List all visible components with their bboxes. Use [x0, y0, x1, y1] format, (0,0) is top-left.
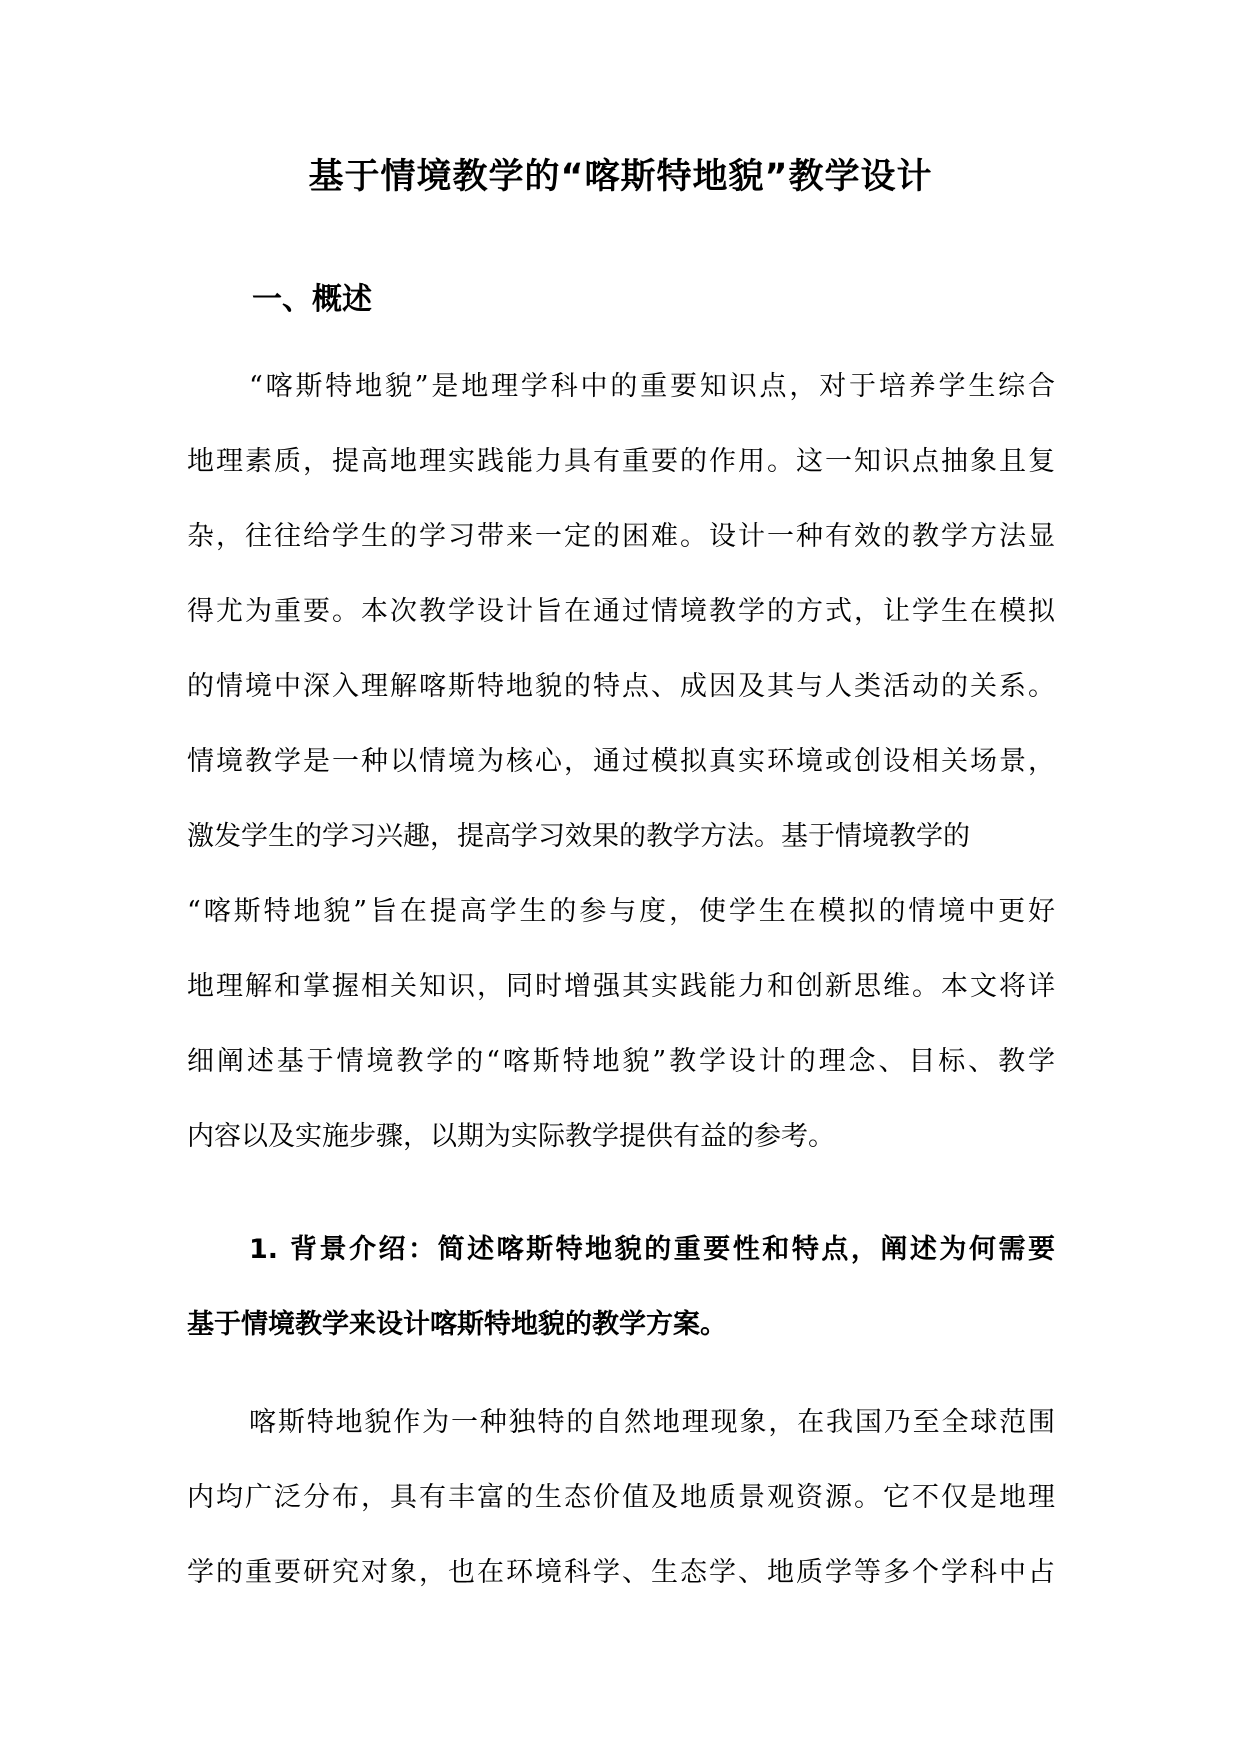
paragraph-line: 地理解和掌握相关知识，同时增强其实践能力和创新思维。本文将详: [187, 971, 1055, 1002]
paragraph-line: 细阐述基于情境教学的“喀斯特地貌”教学设计的理念、目标、教学: [187, 1046, 1055, 1077]
paragraph-line: 情境教学是一种以情境为核心，通过模拟真实环境或创设相关场景，: [187, 746, 1055, 777]
subsection-heading: [187, 1212, 1055, 1362]
paragraph-line: 激发学生的学习兴趣，提高学习效果的教学方法。基于情境教学的: [187, 821, 970, 852]
background-paragraph: [187, 1385, 1055, 1610]
paragraph-line: “喀斯特地貌”是地理学科中的重要知识点，对于培养学生综合: [249, 371, 1055, 402]
paragraph-line: 内均广泛分布，具有丰富的生态价值及地质景观资源。它不仅是地理: [187, 1482, 1055, 1513]
subsection-heading-line: 基于情境教学来设计喀斯特地貌的教学方案。: [187, 1309, 727, 1340]
paragraph-line: 得尤为重要。本次教学设计旨在通过情境教学的方式，让学生在模拟: [187, 596, 1055, 627]
subsection-heading-line: 1. 背景介绍：简述喀斯特地貌的重要性和特点，阐述为何需要: [249, 1234, 1055, 1265]
paragraph-line: 内容以及实施步骤，以期为实际教学提供有益的参考。: [187, 1121, 835, 1152]
section-heading: 一、概述: [252, 282, 372, 317]
overview-paragraph: [187, 349, 1055, 1174]
paragraph-line: 学的重要研究对象，也在环境科学、生态学、地质学等多个学科中占: [187, 1557, 1055, 1588]
paragraph-line: 喀斯特地貌作为一种独特的自然地理现象，在我国乃至全球范围: [249, 1407, 1055, 1438]
paragraph-line: “喀斯特地貌”旨在提高学生的参与度，使学生在模拟的情境中更好: [187, 896, 1055, 927]
paragraph-line: 地理素质，提高地理实践能力具有重要的作用。这一知识点抽象且复: [187, 446, 1055, 477]
paragraph-line: 杂，往往给学生的学习带来一定的困难。设计一种有效的教学方法显: [187, 521, 1055, 552]
paragraph-line: 的情境中深入理解喀斯特地貌的特点、成因及其与人类活动的关系。: [187, 671, 1055, 702]
document-title: 基于情境教学的“喀斯特地貌”教学设计: [308, 157, 933, 197]
